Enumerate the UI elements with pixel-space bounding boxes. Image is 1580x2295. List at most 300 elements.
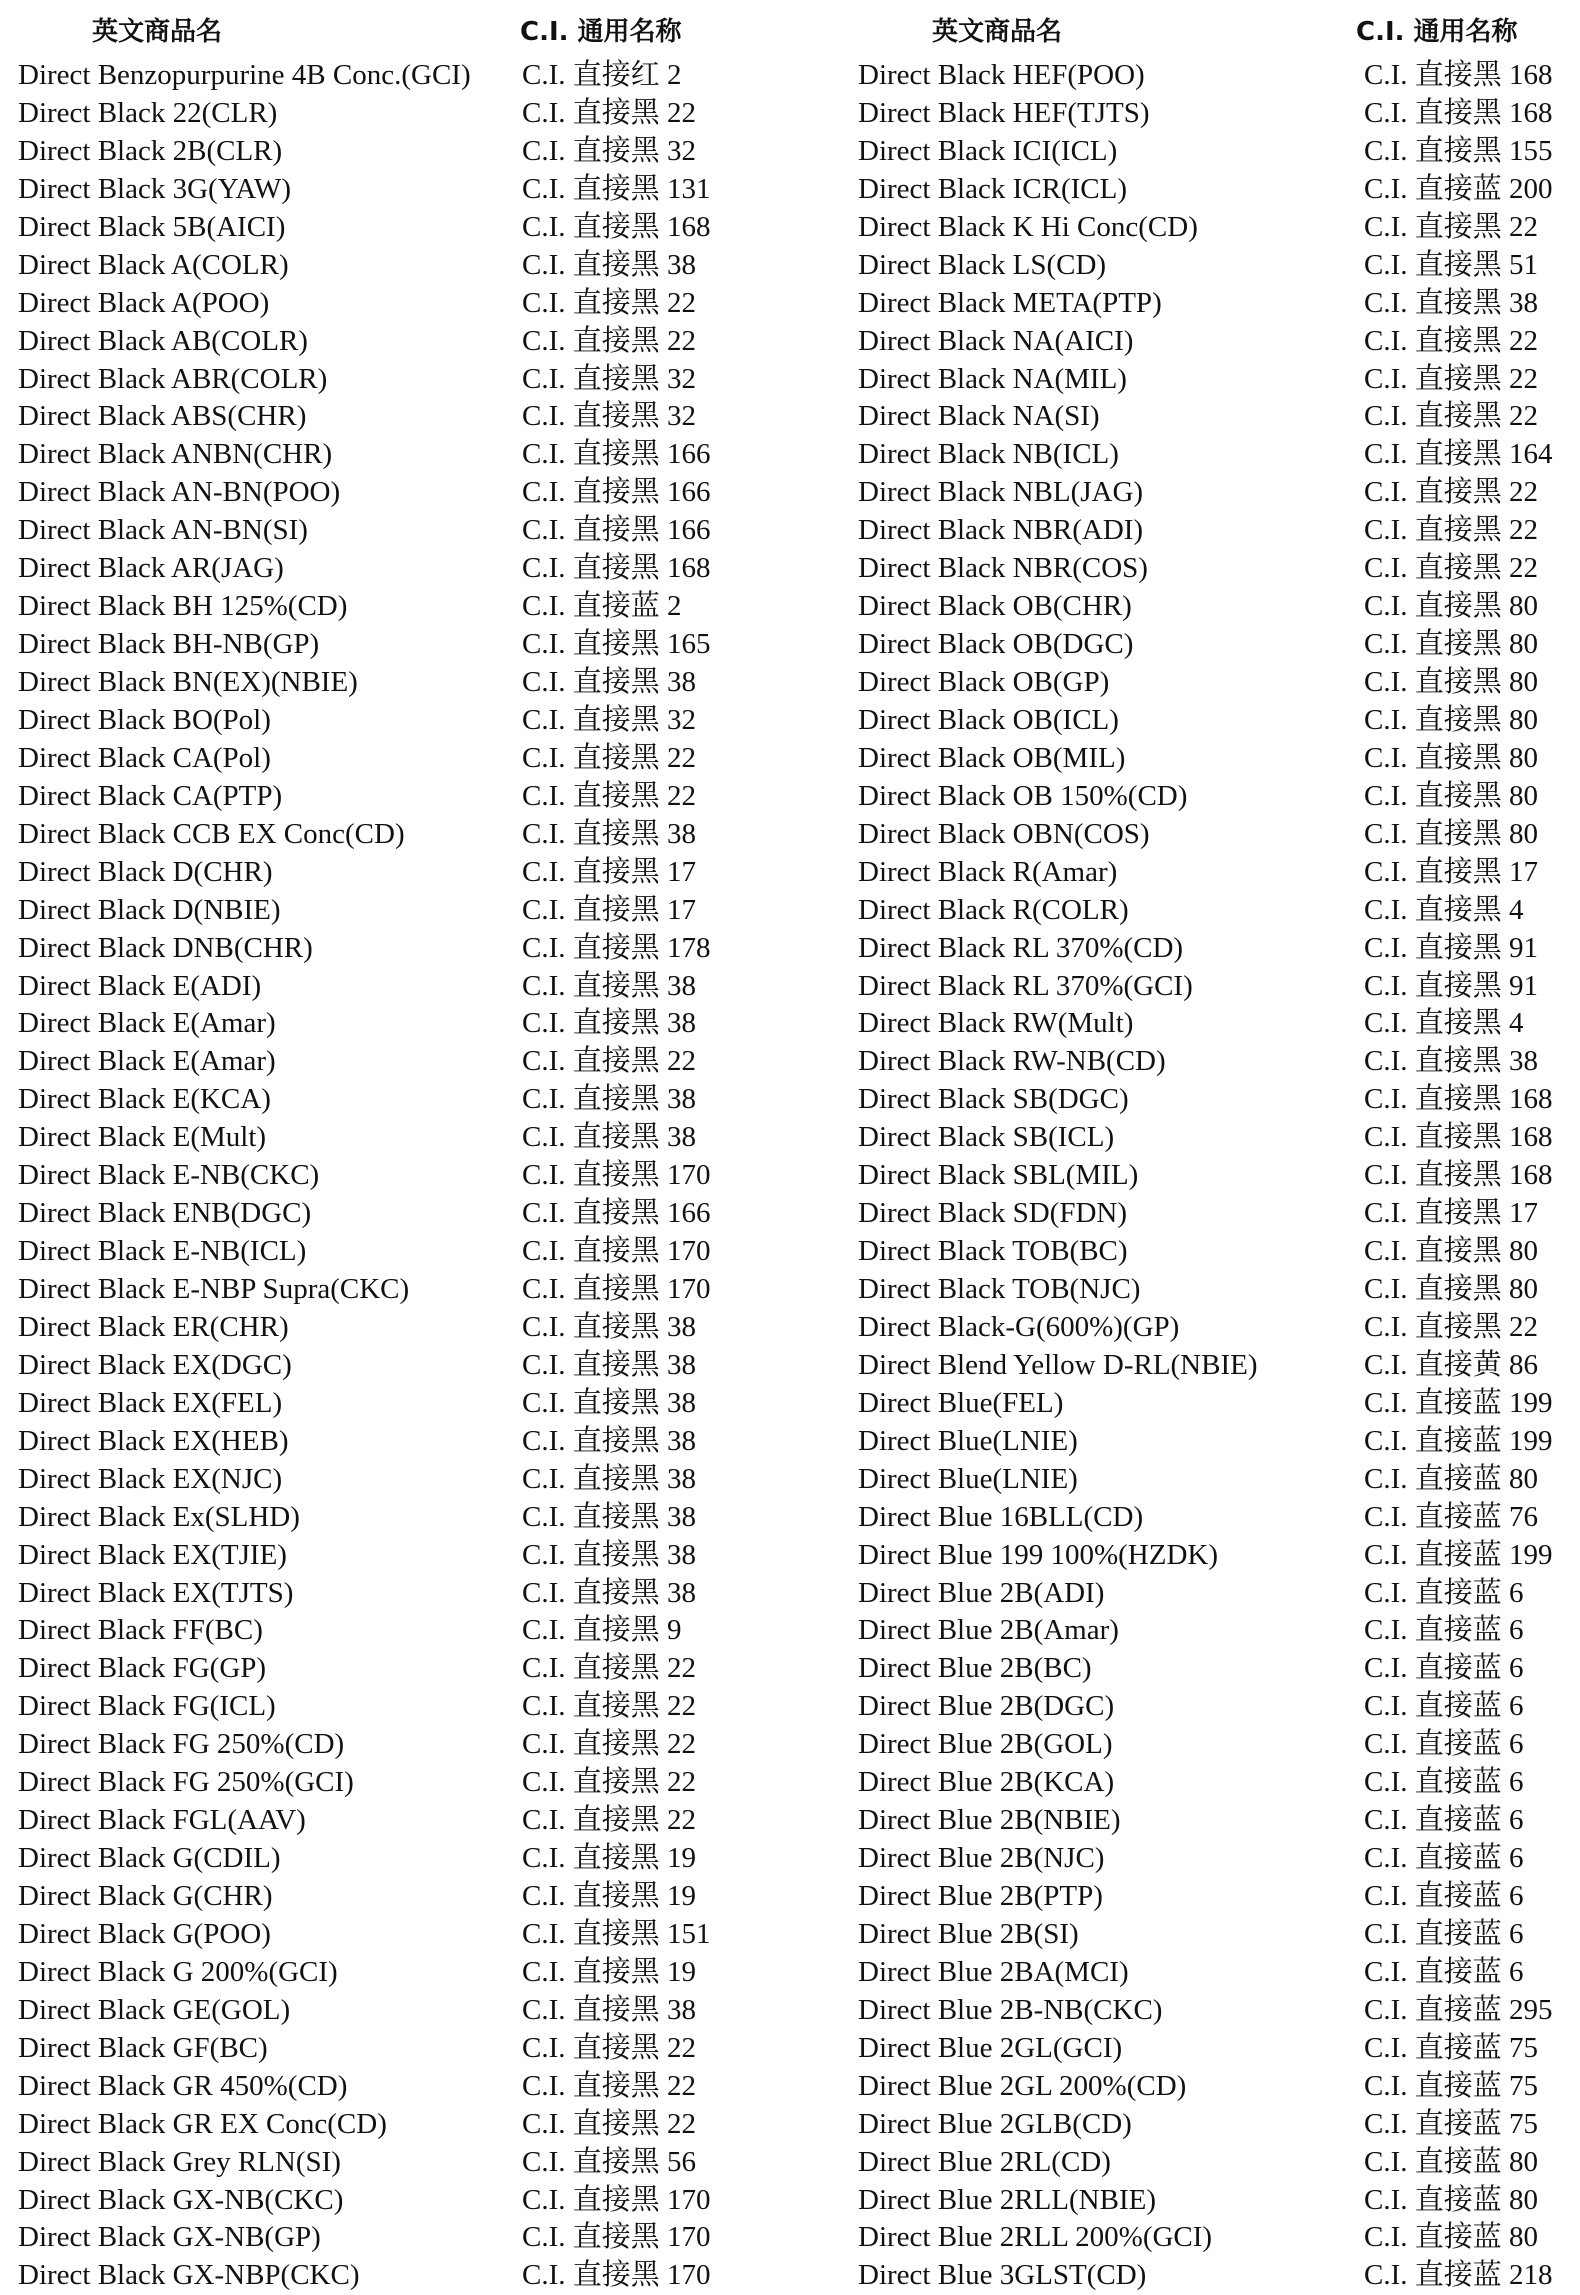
table-row <box>0 588 790 626</box>
table-row <box>840 133 1580 171</box>
ci-generic-name: C.I. 直接黑 170 <box>522 1159 711 1192</box>
trade-name: Direct Black LS(CD) <box>858 248 1107 281</box>
table-row <box>0 209 790 247</box>
table-row <box>840 1764 1580 1802</box>
trade-name: Direct Black ER(CHR) <box>18 1310 289 1343</box>
trade-name: Direct Black OBN(COS) <box>858 817 1150 850</box>
table-row <box>840 1005 1580 1043</box>
table-row <box>0 133 790 171</box>
trade-name: Direct Black OB(MIL) <box>858 741 1126 774</box>
trade-name: Direct Blue 2B(ADI) <box>858 1576 1105 1609</box>
trade-name: Direct Blue 2RL(CD) <box>858 2145 1111 2178</box>
trade-name: Direct Blue 3GLST(CD) <box>858 2259 1147 2292</box>
table-row <box>840 664 1580 702</box>
trade-name: Direct Black 5B(AICI) <box>18 210 286 243</box>
table-row <box>0 702 790 740</box>
table-row <box>0 2182 790 2220</box>
trade-name: Direct Blue 2B(BC) <box>858 1652 1092 1685</box>
trade-name: Direct Black CCB EX Conc(CD) <box>18 817 405 850</box>
trade-name: Direct Blue 2B(NJC) <box>858 1842 1105 1875</box>
ci-generic-name: C.I. 直接蓝 218 <box>1364 2259 1553 2292</box>
trade-name: Direct Black E(KCA) <box>18 1083 271 1116</box>
trade-name: Direct Black AN-BN(SI) <box>18 514 308 547</box>
table-row <box>840 512 1580 550</box>
table-row <box>0 95 790 133</box>
trade-name: Direct Black D(NBIE) <box>18 893 281 926</box>
ci-generic-name: C.I. 直接黑 168 <box>1364 96 1553 129</box>
ci-generic-name: C.I. 直接黑 170 <box>522 1235 711 1268</box>
header-trade-name: 英文商品名 <box>932 17 1063 47</box>
trade-name: Direct Black E-NBP Supra(CKC) <box>18 1273 410 1305</box>
trade-name: Direct Benzopurpurine 4B Conc.(GCI) <box>18 59 471 91</box>
trade-name: Direct Black RW(Mult) <box>858 1007 1134 1040</box>
trade-name: Direct Black BN(EX)(NBIE) <box>18 666 358 698</box>
trade-name: Direct Black FGL(AAV) <box>18 1804 306 1837</box>
ci-generic-name: C.I. 直接黑 91 <box>1364 969 1539 1002</box>
table-row <box>0 740 790 778</box>
table-row <box>840 2106 1580 2144</box>
ci-generic-name: C.I. 直接黑 4 <box>1364 1007 1524 1040</box>
table-row <box>840 1916 1580 1954</box>
table-row <box>840 1726 1580 1764</box>
ci-generic-name: C.I. 直接黑 170 <box>522 1273 711 1305</box>
table-row <box>840 1309 1580 1347</box>
trade-name: Direct Black G(CHR) <box>18 1880 273 1912</box>
ci-generic-name: C.I. 直接黑 80 <box>1364 817 1539 850</box>
table-row <box>0 2030 790 2068</box>
trade-name: Direct Black ANBN(CHR) <box>18 438 333 471</box>
trade-name: Direct Black EX(NJC) <box>18 1462 283 1495</box>
trade-name: Direct Black HEF(TJTS) <box>858 96 1150 129</box>
table-row <box>0 664 790 702</box>
table-row <box>0 1271 790 1309</box>
ci-generic-name: C.I. 直接黑 168 <box>1364 1083 1553 1116</box>
ci-generic-name: C.I. 直接黑 38 <box>522 666 697 698</box>
ci-generic-name: C.I. 直接蓝 6 <box>1364 1804 1524 1837</box>
trade-name: Direct Black NA(MIL) <box>858 362 1127 395</box>
table-row <box>0 361 790 399</box>
table-row <box>840 2030 1580 2068</box>
table-row <box>0 171 790 209</box>
trade-name: Direct Black BH-NB(GP) <box>18 628 320 661</box>
trade-name: Direct Black EX(HEB) <box>18 1424 289 1457</box>
trade-name: Direct Blue 2BA(MCI) <box>858 1955 1129 1988</box>
trade-name: Direct Black GX-NB(GP) <box>18 2221 321 2254</box>
table-row <box>0 57 790 95</box>
trade-name: Direct Black 2B(CLR) <box>18 134 283 167</box>
right-rows <box>840 57 1580 2295</box>
table-row <box>0 1195 790 1233</box>
table-row <box>0 626 790 664</box>
table-row <box>840 1271 1580 1309</box>
trade-name: Direct Blue 2B(SI) <box>858 1917 1079 1950</box>
ci-generic-name: C.I. 直接黑 168 <box>1364 1159 1553 1192</box>
table-row <box>840 1081 1580 1119</box>
trade-name: Direct Black G 200%(GCI) <box>18 1955 338 1988</box>
trade-name: Direct Blue 2GLB(CD) <box>858 2107 1132 2140</box>
ci-generic-name: C.I. 直接红 2 <box>522 59 682 91</box>
trade-name: Direct Black ABS(CHR) <box>18 400 307 433</box>
trade-name: Direct Black E(Mult) <box>18 1121 267 1154</box>
trade-name: Direct Black E(Amar) <box>18 1007 276 1040</box>
table-row <box>840 854 1580 892</box>
ci-generic-name: C.I. 直接黑 19 <box>522 1842 697 1875</box>
ci-generic-name: C.I. 直接黑 17 <box>522 893 697 926</box>
table-row <box>840 2144 1580 2182</box>
ci-generic-name: C.I. 直接黑 22 <box>522 96 697 129</box>
ci-generic-name: C.I. 直接黑 22 <box>522 1690 697 1723</box>
table-row <box>840 588 1580 626</box>
table-row <box>840 1575 1580 1613</box>
table-row <box>0 2068 790 2106</box>
ci-generic-name: C.I. 直接蓝 6 <box>1364 1652 1524 1685</box>
ci-generic-name: C.I. 直接黑 32 <box>522 703 697 736</box>
header-ci-name: C.I. 通用名称 <box>1356 17 1518 47</box>
ci-generic-name: C.I. 直接黑 19 <box>522 1880 697 1912</box>
ci-generic-name: C.I. 直接蓝 75 <box>1364 2031 1539 2064</box>
ci-generic-name: C.I. 直接黑 22 <box>1364 1310 1539 1343</box>
trade-name: Direct Black NA(SI) <box>858 400 1100 433</box>
table-row <box>840 1878 1580 1916</box>
trade-name: Direct Black ENB(DGC) <box>18 1197 312 1230</box>
trade-name: Direct Black E(ADI) <box>18 969 262 1002</box>
ci-generic-name: C.I. 直接蓝 80 <box>1364 2221 1539 2254</box>
table-row <box>840 1954 1580 1992</box>
trade-name: Direct Blue 2RLL 200%(GCI) <box>858 2221 1213 2254</box>
ci-generic-name: C.I. 直接黑 19 <box>522 1955 697 1988</box>
ci-generic-name: C.I. 直接黑 22 <box>1364 210 1539 243</box>
ci-generic-name: C.I. 直接黑 38 <box>522 1007 697 1040</box>
table-row <box>840 1119 1580 1157</box>
trade-name: Direct Black-G(600%)(GP) <box>858 1310 1180 1343</box>
table-row <box>840 930 1580 968</box>
trade-name: Direct Black BH 125%(CD) <box>18 590 348 623</box>
ci-generic-name: C.I. 直接黑 166 <box>522 438 711 471</box>
table-row <box>0 2257 790 2295</box>
table-row <box>840 95 1580 133</box>
ci-generic-name: C.I. 直接黑 9 <box>522 1614 682 1647</box>
table-row <box>0 1878 790 1916</box>
ci-generic-name: C.I. 直接黑 80 <box>1364 703 1539 736</box>
ci-generic-name: C.I. 直接蓝 6 <box>1364 1728 1524 1761</box>
trade-name: Direct Blue 2GL 200%(CD) <box>858 2069 1187 2102</box>
trade-name: Direct Black META(PTP) <box>858 286 1162 319</box>
trade-name: Direct Black Ex(SLHD) <box>18 1500 300 1533</box>
table-row <box>840 816 1580 854</box>
table-row <box>0 1802 790 1840</box>
ci-generic-name: C.I. 直接蓝 6 <box>1364 1766 1524 1799</box>
ci-generic-name: C.I. 直接黑 38 <box>1364 1045 1539 1078</box>
ci-generic-name: C.I. 直接黑 22 <box>522 1804 697 1837</box>
table-row <box>840 550 1580 588</box>
table-row <box>0 1499 790 1537</box>
table-row <box>840 1688 1580 1726</box>
trade-name: Direct Black G(CDIL) <box>18 1842 281 1875</box>
trade-name: Direct Black HEF(POO) <box>858 59 1145 91</box>
ci-generic-name: C.I. 直接黑 22 <box>1364 514 1539 547</box>
trade-name: Direct Black GF(BC) <box>18 2031 268 2064</box>
table-row <box>0 1954 790 1992</box>
table-row <box>840 285 1580 323</box>
ci-generic-name: C.I. 直接黑 22 <box>522 779 697 812</box>
ci-generic-name: C.I. 直接黑 22 <box>522 1728 697 1761</box>
ci-generic-name: C.I. 直接黑 168 <box>522 552 711 585</box>
trade-name: Direct Black NBR(COS) <box>858 552 1148 585</box>
trade-name: Direct Blue 2RLL(NBIE) <box>858 2183 1156 2216</box>
trade-name: Direct Black GX-NB(CKC) <box>18 2183 344 2216</box>
trade-name: Direct Black OB(DGC) <box>858 628 1134 661</box>
table-row <box>0 2219 790 2257</box>
trade-name: Direct Black AR(JAG) <box>18 552 284 585</box>
ci-generic-name: C.I. 直接蓝 6 <box>1364 1955 1524 1988</box>
trade-name: Direct Black BO(Pol) <box>18 703 271 736</box>
table-row <box>840 892 1580 930</box>
ci-generic-name: C.I. 直接黑 38 <box>522 1538 697 1571</box>
table-row <box>0 1992 790 2030</box>
ci-generic-name: C.I. 直接黑 32 <box>522 134 697 167</box>
table-row <box>0 436 790 474</box>
table-row <box>0 1233 790 1271</box>
ci-generic-name: C.I. 直接蓝 6 <box>1364 1690 1524 1723</box>
ci-generic-name: C.I. 直接黑 80 <box>1364 1273 1539 1305</box>
table-row <box>0 1157 790 1195</box>
ci-generic-name: C.I. 直接黑 80 <box>1364 666 1539 698</box>
trade-name: Direct Blue 2B(PTP) <box>858 1880 1103 1912</box>
trade-name: Direct Black FG 250%(CD) <box>18 1728 345 1761</box>
ci-generic-name: C.I. 直接黑 22 <box>522 286 697 319</box>
trade-name: Direct Black ABR(COLR) <box>18 362 328 395</box>
table-row <box>0 1423 790 1461</box>
ci-generic-name: C.I. 直接黑 80 <box>1364 628 1539 661</box>
table-row <box>840 1802 1580 1840</box>
ci-generic-name: C.I. 直接黑 32 <box>522 400 697 433</box>
trade-name: Direct Black FF(BC) <box>18 1614 263 1647</box>
trade-name: Direct Black E-NB(CKC) <box>18 1159 320 1192</box>
ci-generic-name: C.I. 直接黑 91 <box>1364 931 1539 964</box>
trade-name: Direct Blue 2B(Amar) <box>858 1614 1119 1647</box>
table-row <box>840 1992 1580 2030</box>
table-row <box>0 1043 790 1081</box>
table-row <box>0 1575 790 1613</box>
table-row <box>840 57 1580 95</box>
table-row <box>0 1688 790 1726</box>
ci-generic-name: C.I. 直接蓝 295 <box>1364 1993 1553 2026</box>
ci-generic-name: C.I. 直接蓝 75 <box>1364 2107 1539 2140</box>
ci-generic-name: C.I. 直接黑 22 <box>522 1045 697 1078</box>
ci-generic-name: C.I. 直接黑 168 <box>522 210 711 243</box>
trade-name: Direct Black TOB(NJC) <box>858 1273 1141 1305</box>
ci-generic-name: C.I. 直接黑 38 <box>522 248 697 281</box>
table-row <box>0 1726 790 1764</box>
ci-generic-name: C.I. 直接黑 38 <box>522 1576 697 1609</box>
trade-name: Direct Black D(CHR) <box>18 855 273 888</box>
ci-generic-name: C.I. 直接黑 22 <box>522 741 697 774</box>
trade-name: Direct Black DNB(CHR) <box>18 931 313 964</box>
trade-name: Direct Blue 199 100%(HZDK) <box>858 1538 1218 1571</box>
table-row <box>0 1347 790 1385</box>
ci-generic-name: C.I. 直接黑 22 <box>522 1652 697 1685</box>
table-row <box>840 1840 1580 1878</box>
trade-name: Direct Black R(COLR) <box>858 893 1129 926</box>
ci-generic-name: C.I. 直接蓝 6 <box>1364 1880 1524 1912</box>
trade-name: Direct Black EX(FEL) <box>18 1386 283 1419</box>
trade-name: Direct Black EX(TJTS) <box>18 1576 294 1609</box>
trade-name: Direct Black GE(GOL) <box>18 1993 291 2026</box>
table-row <box>840 209 1580 247</box>
table-row <box>840 361 1580 399</box>
table-row <box>0 892 790 930</box>
ci-generic-name: C.I. 直接黑 38 <box>522 817 697 850</box>
ci-generic-name: C.I. 直接蓝 199 <box>1364 1386 1553 1419</box>
table-row <box>0 2144 790 2182</box>
ci-generic-name: C.I. 直接黑 38 <box>522 1993 697 2026</box>
ci-generic-name: C.I. 直接蓝 200 <box>1364 172 1553 205</box>
table-row <box>840 1195 1580 1233</box>
ci-generic-name: C.I. 直接蓝 80 <box>1364 2145 1539 2178</box>
ci-generic-name: C.I. 直接黑 164 <box>1364 438 1553 471</box>
ci-generic-name: C.I. 直接黑 38 <box>522 1310 697 1343</box>
table-row <box>840 2182 1580 2220</box>
ci-generic-name: C.I. 直接黑 166 <box>522 1197 711 1230</box>
ci-generic-name: C.I. 直接黑 32 <box>522 362 697 395</box>
ci-generic-name: C.I. 直接黑 17 <box>1364 855 1539 888</box>
table-row <box>0 1840 790 1878</box>
trade-name: Direct Black RW-NB(CD) <box>858 1045 1166 1078</box>
ci-generic-name: C.I. 直接蓝 2 <box>522 590 682 623</box>
ci-generic-name: C.I. 直接黑 22 <box>1364 400 1539 433</box>
trade-name: Direct Black CA(PTP) <box>18 779 283 812</box>
table-row <box>0 1537 790 1575</box>
trade-name: Direct Blue 2B(GOL) <box>858 1728 1113 1761</box>
table-row <box>840 1423 1580 1461</box>
ci-generic-name: C.I. 直接蓝 76 <box>1364 1500 1539 1533</box>
ci-generic-name: C.I. 直接黑 131 <box>522 172 711 205</box>
table-row <box>840 247 1580 285</box>
trade-name: Direct Black A(POO) <box>18 286 270 319</box>
trade-name: Direct Black OB(GP) <box>858 666 1110 698</box>
table-row <box>840 1385 1580 1423</box>
ci-generic-name: C.I. 直接蓝 6 <box>1364 1576 1524 1609</box>
header-ci-name: C.I. 通用名称 <box>520 17 682 47</box>
ci-generic-name: C.I. 直接黑 166 <box>522 514 711 547</box>
ci-generic-name: C.I. 直接黑 38 <box>522 1462 697 1495</box>
ci-generic-name: C.I. 直接黑 22 <box>1364 476 1539 509</box>
trade-name: Direct Black G(POO) <box>18 1917 271 1950</box>
trade-name: Direct Black OB(ICL) <box>858 703 1119 736</box>
ci-generic-name: C.I. 直接黑 51 <box>1364 248 1539 281</box>
trade-name: Direct Black TOB(BC) <box>858 1235 1128 1268</box>
trade-name: Direct Black GR 450%(CD) <box>18 2069 348 2102</box>
table-row <box>0 398 790 436</box>
ci-generic-name: C.I. 直接蓝 199 <box>1364 1538 1553 1571</box>
trade-name: Direct Black NBR(ADI) <box>858 514 1144 547</box>
trade-name: Direct Black GX-NBP(CKC) <box>18 2259 360 2292</box>
trade-name: Direct Black AN-BN(POO) <box>18 476 341 509</box>
ci-generic-name: C.I. 直接蓝 6 <box>1364 1614 1524 1647</box>
trade-name: Direct Black 3G(YAW) <box>18 172 292 205</box>
table-row <box>0 1612 790 1650</box>
trade-name: Direct Black OB(CHR) <box>858 590 1132 623</box>
table-row <box>0 247 790 285</box>
ci-generic-name: C.I. 直接蓝 199 <box>1364 1424 1553 1457</box>
ci-generic-name: C.I. 直接蓝 80 <box>1364 2183 1539 2216</box>
table-row <box>840 968 1580 1006</box>
trade-name: Direct Black FG(GP) <box>18 1652 267 1685</box>
trade-name: Direct Black FG 250%(GCI) <box>18 1766 354 1799</box>
ci-generic-name: C.I. 直接黑 17 <box>522 855 697 888</box>
trade-name: Direct Black EX(DGC) <box>18 1348 292 1381</box>
table-row <box>0 968 790 1006</box>
ci-generic-name: C.I. 直接黄 86 <box>1364 1348 1539 1381</box>
trade-name: Direct Blue 2B(NBIE) <box>858 1804 1121 1837</box>
table-row <box>840 2257 1580 2295</box>
table-row <box>840 2068 1580 2106</box>
ci-generic-name: C.I. 直接黑 38 <box>522 1424 697 1457</box>
trade-name: Direct Black EX(TJIE) <box>18 1538 287 1571</box>
table-row <box>0 512 790 550</box>
trade-name: Direct Black AB(COLR) <box>18 324 308 357</box>
table-row <box>840 1537 1580 1575</box>
trade-name: Direct Blue 16BLL(CD) <box>858 1500 1144 1533</box>
ci-generic-name: C.I. 直接黑 22 <box>1364 552 1539 585</box>
ci-generic-name: C.I. 直接黑 22 <box>522 324 697 357</box>
ci-generic-name: C.I. 直接黑 38 <box>1364 286 1539 319</box>
table-row <box>0 930 790 968</box>
table-row <box>0 778 790 816</box>
ci-generic-name: C.I. 直接黑 165 <box>522 628 711 661</box>
table-row <box>0 854 790 892</box>
trade-name: Direct Black SD(FDN) <box>858 1197 1128 1230</box>
table-row <box>0 816 790 854</box>
ci-generic-name: C.I. 直接黑 170 <box>522 2259 711 2292</box>
trade-name: Direct Black E(Amar) <box>18 1045 276 1078</box>
ci-generic-name: C.I. 直接黑 22 <box>522 2107 697 2140</box>
trade-name: Direct Blue(LNIE) <box>858 1462 1078 1495</box>
table-row <box>840 702 1580 740</box>
trade-name: Direct Black SB(DGC) <box>858 1083 1129 1116</box>
table-row <box>0 1081 790 1119</box>
ci-generic-name: C.I. 直接黑 80 <box>1364 741 1539 774</box>
trade-name: Direct Black SBL(MIL) <box>858 1159 1139 1192</box>
ci-generic-name: C.I. 直接黑 151 <box>522 1917 711 1950</box>
ci-generic-name: C.I. 直接黑 22 <box>522 2031 697 2064</box>
table-row <box>0 285 790 323</box>
trade-name: Direct Black GR EX Conc(CD) <box>18 2107 387 2140</box>
ci-generic-name: C.I. 直接蓝 80 <box>1364 1462 1539 1495</box>
ci-generic-name: C.I. 直接黑 155 <box>1364 134 1553 167</box>
trade-name: Direct Black SB(ICL) <box>858 1121 1115 1154</box>
table-row <box>840 740 1580 778</box>
table-row <box>0 2106 790 2144</box>
trade-name: Direct Black RL 370%(GCI) <box>858 969 1193 1002</box>
trade-name: Direct Black E-NB(ICL) <box>18 1235 307 1268</box>
ci-generic-name: C.I. 直接黑 38 <box>522 1386 697 1419</box>
ci-generic-name: C.I. 直接黑 4 <box>1364 893 1524 926</box>
ci-generic-name: C.I. 直接黑 17 <box>1364 1197 1539 1230</box>
ci-generic-name: C.I. 直接黑 38 <box>522 1348 697 1381</box>
table-row <box>840 778 1580 816</box>
table-row <box>0 1119 790 1157</box>
ci-generic-name: C.I. 直接黑 80 <box>1364 590 1539 623</box>
ci-generic-name: C.I. 直接黑 170 <box>522 2221 711 2254</box>
trade-name: Direct Black NBL(JAG) <box>858 476 1144 509</box>
table-row <box>840 1233 1580 1271</box>
table-row <box>840 1157 1580 1195</box>
table-row <box>840 2219 1580 2257</box>
trade-name: Direct Black R(Amar) <box>858 855 1118 888</box>
table-row <box>0 1764 790 1802</box>
trade-name: Direct Black CA(Pol) <box>18 741 271 774</box>
